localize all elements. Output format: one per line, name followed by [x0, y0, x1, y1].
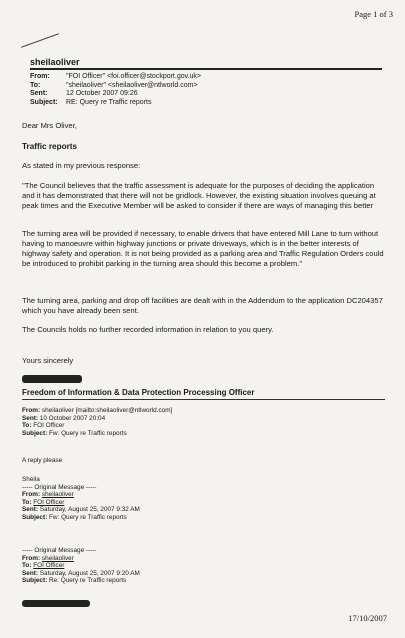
- fwd2-sent-value: Saturday, August 25, 2007 9:32 AM: [39, 506, 140, 514]
- fwd3-from-value: sheilaoliver: [41, 554, 74, 562]
- fwd2-to-value: FOI Officer: [33, 498, 65, 506]
- forward-header-1: [22, 407, 172, 437]
- fwd3-sent-value: Saturday, August 25, 2007 9:20 AM: [39, 569, 140, 577]
- redacted-footer: [22, 600, 90, 607]
- redacted-signature: [22, 375, 82, 383]
- forward-block-2: [22, 476, 140, 522]
- header-divider: [30, 68, 382, 70]
- fwd2-subject-label: Subject:: [22, 513, 48, 521]
- fwd1-sent-value: 10 October 2007 20:04: [39, 414, 106, 422]
- pen-mark: [21, 33, 59, 48]
- officer-title: Freedom of Information & Data Protection Processing Officer: [22, 388, 255, 397]
- fwd2-to-label: To:: [22, 498, 32, 506]
- fwd1-subject-value: Fw: Query re Traffic reports: [49, 429, 127, 437]
- fwd3-subject-label: Subject:: [22, 577, 48, 585]
- sent-label: Sent:: [30, 90, 48, 97]
- fwd1-subject-label: Subject:: [22, 429, 48, 437]
- paragraph-3: The turning area will be provided if necessary, to enable drivers that have entered Mill Lane to turn without having to manoeuvre within highway junctions or private driveways, which is in the better interests of highway safety and operation. It is not being provided as a parking area and Traffic Regulation Orders could be introduced to prohibit parking in the turning area should this become a problem.": [22, 229, 384, 268]
- fwd1-from-value: sheilaoliver [mailto:sheilaoliver@ntlworld.com]: [41, 407, 173, 414]
- fwd2-from-label: From:: [22, 491, 41, 499]
- sender-name: sheilaoliver: [30, 57, 80, 67]
- fwd1-from-label: From:: [22, 407, 41, 414]
- fwd1-to-value: FOI Officer: [33, 422, 65, 430]
- fwd2-from-value: sheilaoliver: [41, 491, 74, 499]
- paragraph-4: The turning area, parking and drop off facilities are dealt with in the Addendum to the application DC204357 which you have already been sent.: [22, 296, 383, 315]
- from-value: "FOI Officer" <foi.officer@stockport.gov.uk>: [66, 73, 202, 80]
- closing: Yours sincerely: [22, 356, 74, 365]
- paragraph-2: "The Council believes that the traffic assessment is adequate for the purposes of deciding the application and it has demonstrated that there will not be gridlock. However, the existing situation involves queuing at peak times and the Executive Member will be asked to consider if there are ways of managing this better: [22, 181, 376, 210]
- reply-text: A reply please: [22, 457, 63, 464]
- fwd1-sent-label: Sent:: [22, 414, 38, 422]
- from-label: From:: [30, 73, 50, 80]
- subject-label: Subject:: [30, 98, 58, 106]
- to-label: To:: [30, 81, 41, 89]
- signoff: Sheila: [22, 476, 40, 483]
- salutation: Dear Mrs Oliver,: [22, 121, 77, 130]
- page-number: Page 1 of 3: [354, 9, 393, 19]
- section-divider: [22, 399, 385, 400]
- email-header: [30, 73, 201, 107]
- subject-value: RE: Query re Traffic reports: [66, 98, 152, 106]
- fwd2-subject-value: Fw: Query re Traffic reports: [49, 513, 127, 521]
- fwd3-to-label: To:: [22, 562, 32, 570]
- footer-date: 17/10/2007: [348, 613, 387, 623]
- original-message-label: ----- Original Message -----: [22, 483, 97, 491]
- to-value: "sheilaoliver" <sheilaoliver@ntlworld.com>: [66, 81, 198, 89]
- fwd3-subject-value: Re: Query re Traffic reports: [49, 577, 127, 585]
- fwd3-to-value: FOI Officer: [33, 562, 65, 570]
- forward-block-3: [22, 547, 140, 585]
- fwd3-from-label: From:: [22, 554, 41, 562]
- original-message-label-2: ----- Original Message -----: [22, 547, 97, 554]
- sent-value: 12 October 2007 09:26: [66, 90, 138, 97]
- fwd2-sent-label: Sent:: [22, 506, 38, 514]
- paragraph-5: The Councils holds no further recorded information in relation to you query.: [22, 325, 274, 334]
- paragraph-1: As stated in my previous response:: [22, 161, 141, 170]
- heading: Traffic reports: [22, 142, 78, 151]
- fwd3-sent-label: Sent:: [22, 569, 38, 577]
- fwd1-to-label: To:: [22, 422, 32, 430]
